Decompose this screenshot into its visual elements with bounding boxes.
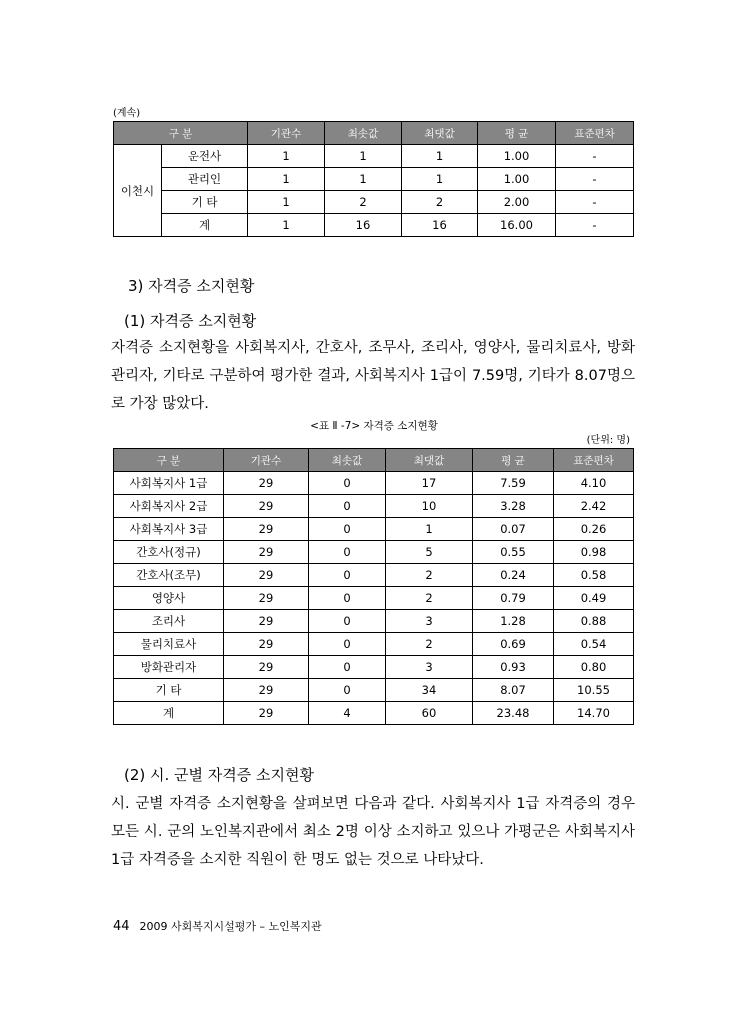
table-cell: - bbox=[556, 168, 634, 191]
table-cell: 3.28 bbox=[473, 495, 554, 518]
header-cell: 최댓값 bbox=[386, 449, 473, 472]
table-cell: 60 bbox=[386, 702, 473, 725]
table-row bbox=[114, 656, 634, 679]
continued-label: (계속) bbox=[113, 108, 141, 119]
table-cell: 0.58 bbox=[554, 564, 634, 587]
table-row bbox=[114, 702, 634, 725]
table-row bbox=[114, 633, 634, 656]
row-label: 운전사 bbox=[162, 145, 248, 168]
table-row bbox=[114, 610, 634, 633]
row-label: 사회복지사 2급 bbox=[114, 495, 224, 518]
table-cell: 0.26 bbox=[554, 518, 634, 541]
row-label: 간호사(조무) bbox=[114, 564, 224, 587]
table-cell: 16 bbox=[402, 214, 478, 237]
table-cell: 29 bbox=[224, 679, 309, 702]
table-cell: 0 bbox=[309, 495, 386, 518]
page-footer bbox=[113, 918, 322, 934]
table-cell: 4.10 bbox=[554, 472, 634, 495]
table-cell: 1 bbox=[248, 191, 325, 214]
table-cell: 1 bbox=[248, 214, 325, 237]
table-cell: 8.07 bbox=[473, 679, 554, 702]
paragraph-2: 시. 군별 자격증 소지현황을 살펴보면 다음과 같다. 사회복지사 1급 자격증의 경우 모든 시. 군의 노인복지관에서 최소 2명 이상 소지하고 있으나 가평군은 사회복지사 1급 자격증을 소지한 직원이 한 명도 없는 것으로 나타났다. bbox=[111, 796, 635, 868]
header-cell: 평 균 bbox=[473, 449, 554, 472]
table-cell: 2.42 bbox=[554, 495, 634, 518]
table-cell: 0.93 bbox=[473, 656, 554, 679]
table-cell: 1 bbox=[248, 168, 325, 191]
table-row bbox=[114, 145, 634, 168]
table-cell: 17 bbox=[386, 472, 473, 495]
table-header-row bbox=[114, 449, 634, 472]
table-cell: 5 bbox=[386, 541, 473, 564]
table-cell: 0.79 bbox=[473, 587, 554, 610]
header-cell: 최댓값 bbox=[402, 122, 478, 145]
qualification-table bbox=[113, 448, 634, 725]
header-cell: 기관수 bbox=[224, 449, 309, 472]
table-cell: 3 bbox=[386, 610, 473, 633]
table-cell: 1 bbox=[248, 145, 325, 168]
table-row bbox=[114, 541, 634, 564]
group-label-cell: 이천시 bbox=[114, 145, 162, 237]
table-row bbox=[114, 495, 634, 518]
table-cell: 0 bbox=[309, 587, 386, 610]
table-cell: - bbox=[556, 145, 634, 168]
header-cell: 기관수 bbox=[248, 122, 325, 145]
table-cell: 0.69 bbox=[473, 633, 554, 656]
table-cell: - bbox=[556, 191, 634, 214]
table-cell: - bbox=[556, 214, 634, 237]
table-cell: 0 bbox=[309, 610, 386, 633]
row-label: 기 타 bbox=[162, 191, 248, 214]
table-row bbox=[114, 168, 634, 191]
table-cell: 0.80 bbox=[554, 656, 634, 679]
row-label: 사회복지사 3급 bbox=[114, 518, 224, 541]
table-cell: 29 bbox=[224, 610, 309, 633]
table-cell: 2 bbox=[386, 564, 473, 587]
table-cell: 0 bbox=[309, 541, 386, 564]
table-cell: 29 bbox=[224, 702, 309, 725]
table-cell: 29 bbox=[224, 541, 309, 564]
table-cell: 0 bbox=[309, 518, 386, 541]
table-cell: 0.55 bbox=[473, 541, 554, 564]
table-cell: 1.00 bbox=[478, 145, 556, 168]
header-cell: 최솟값 bbox=[325, 122, 402, 145]
row-label: 사회복지사 1급 bbox=[114, 472, 224, 495]
subsection-heading-2: (2) 시. 군별 자격증 소지현황 bbox=[124, 766, 314, 784]
table-cell: 2 bbox=[402, 191, 478, 214]
header-cell: 표준편차 bbox=[556, 122, 634, 145]
row-label: 영양사 bbox=[114, 587, 224, 610]
paragraph-1: 자격증 소지현황을 사회복지사, 간호사, 조무사, 조리사, 영양사, 물리치료사, 방화관리자, 기타로 구분하여 평가한 결과, 사회복지사 1급이 7.59명, 기타가 8.07명으로 가장 많았다. bbox=[111, 340, 635, 412]
header-cell: 표준편차 bbox=[554, 449, 634, 472]
page-number: 44 bbox=[113, 919, 130, 934]
table-cell: 1 bbox=[325, 145, 402, 168]
table-cell: 0.07 bbox=[473, 518, 554, 541]
table-row bbox=[114, 191, 634, 214]
table-cell: 0 bbox=[309, 679, 386, 702]
table-cell: 2 bbox=[386, 633, 473, 656]
table-cell: 29 bbox=[224, 633, 309, 656]
header-cell: 구 분 bbox=[114, 122, 248, 145]
row-label: 계 bbox=[162, 214, 248, 237]
table-caption: <표 Ⅱ -7> 자격증 소지현황 bbox=[310, 420, 438, 432]
running-title: 2009 사회복지시설평가 – 노인복지관 bbox=[139, 920, 322, 933]
row-label: 기 타 bbox=[114, 679, 224, 702]
table-header-row bbox=[114, 122, 634, 145]
table-continued bbox=[113, 121, 634, 237]
table-cell: 29 bbox=[224, 656, 309, 679]
table-cell: 29 bbox=[224, 518, 309, 541]
table-row bbox=[114, 587, 634, 610]
table-cell: 0.98 bbox=[554, 541, 634, 564]
row-label: 관리인 bbox=[162, 168, 248, 191]
table-row bbox=[114, 214, 634, 237]
table-cell: 29 bbox=[224, 472, 309, 495]
table-cell: 1 bbox=[402, 145, 478, 168]
table-cell: 0 bbox=[309, 656, 386, 679]
table-cell: 10 bbox=[386, 495, 473, 518]
table-cell: 16 bbox=[325, 214, 402, 237]
header-cell: 최솟값 bbox=[309, 449, 386, 472]
table-cell: 7.59 bbox=[473, 472, 554, 495]
table-row bbox=[114, 472, 634, 495]
table-cell: 4 bbox=[309, 702, 386, 725]
table-cell: 23.48 bbox=[473, 702, 554, 725]
subsection-heading-1: (1) 자격증 소지현황 bbox=[124, 312, 257, 330]
table-cell: 1 bbox=[402, 168, 478, 191]
table-cell: 1.00 bbox=[478, 168, 556, 191]
table-cell: 1 bbox=[325, 168, 402, 191]
table-cell: 16.00 bbox=[478, 214, 556, 237]
table-cell: 1.28 bbox=[473, 610, 554, 633]
row-label: 물리치료사 bbox=[114, 633, 224, 656]
table-cell: 29 bbox=[224, 587, 309, 610]
table-cell: 3 bbox=[386, 656, 473, 679]
table-cell: 0 bbox=[309, 472, 386, 495]
row-label: 계 bbox=[114, 702, 224, 725]
table-cell: 0.49 bbox=[554, 587, 634, 610]
header-cell: 구 분 bbox=[114, 449, 224, 472]
table-cell: 0.54 bbox=[554, 633, 634, 656]
row-label: 조리사 bbox=[114, 610, 224, 633]
table-cell: 1 bbox=[386, 518, 473, 541]
table-cell: 10.55 bbox=[554, 679, 634, 702]
table-cell: 2.00 bbox=[478, 191, 556, 214]
table-cell: 2 bbox=[325, 191, 402, 214]
table-cell: 34 bbox=[386, 679, 473, 702]
table-cell: 0 bbox=[309, 564, 386, 587]
table-cell: 2 bbox=[386, 587, 473, 610]
table-row bbox=[114, 518, 634, 541]
table-unit: (단위: 명) bbox=[586, 435, 630, 446]
table-cell: 29 bbox=[224, 564, 309, 587]
row-label: 간호사(정규) bbox=[114, 541, 224, 564]
table-cell: 29 bbox=[224, 495, 309, 518]
header-cell: 평 균 bbox=[478, 122, 556, 145]
table-cell: 14.70 bbox=[554, 702, 634, 725]
table-cell: 0 bbox=[309, 633, 386, 656]
table-cell: 0.88 bbox=[554, 610, 634, 633]
table-row bbox=[114, 564, 634, 587]
section-heading: 3) 자격증 소지현황 bbox=[128, 277, 255, 295]
table-cell: 0.24 bbox=[473, 564, 554, 587]
row-label: 방화관리자 bbox=[114, 656, 224, 679]
table-row bbox=[114, 679, 634, 702]
